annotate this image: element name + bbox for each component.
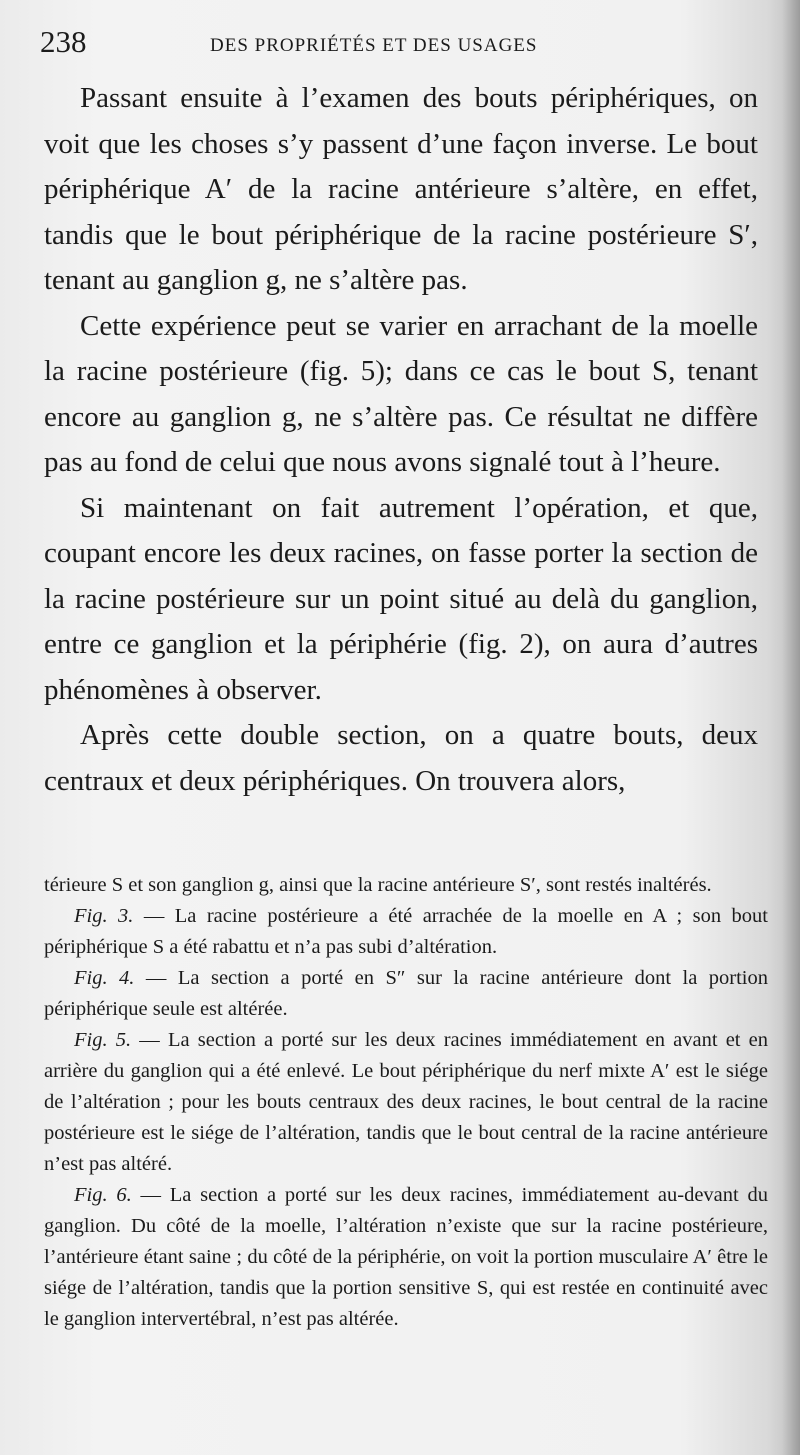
caption-fig-4 [44,963,768,1025]
caption-fig-4-text: — La section a porté en S″ sur la racine antérieure dont la portion périphérique seule est altérée. [44,967,768,1020]
caption-fig-5-label: Fig. 5. [74,1029,132,1051]
page-number: 238 [40,24,87,59]
caption-fig-5-text: — La section a porté sur les deux racines immédiatement en avant et en arrière du ganglion qui a été enlevé. Le bout périphérique du nerf mixte A′ est le siége de l’altération ; pour les bouts centraux des deux racines, le bout central de la racine postérieure est le siége de l’altération, tandis que le bout central de la racine antérieure n’est pas altéré. [44,1029,769,1175]
caption-fig-3-label: Fig. 3. [74,905,134,927]
running-head: DES PROPRIÉTÉS ET DES USAGES [210,35,538,56]
caption-continuation: térieure S et son ganglion g, ainsi que la racine antérieure S′, sont restés inaltérés. [44,874,712,896]
caption-fig-5 [44,1025,768,1180]
caption-fig-4-label: Fig. 4. [74,967,135,989]
caption-fig-6-text: — La section a porté sur les deux racines, immédiatement au-devant du ganglion. Du côté de la moelle, l’altération n’existe que sur la racine postérieure, l’antérieure étant saine ; du côté de la périphérie, on voit la portion musculaire A′ être le siége de l’altération, tandis que la portion sensitive S, qui est restée en continuité avec le ganglion intervertébral, n’est pas altérée. [44,1184,768,1330]
page-header [40,22,760,62]
page-edge-shadow [782,0,800,1455]
caption-fig-3 [44,901,768,963]
paragraph-3: Si maintenant on fait autrement l’opération, et que, coupant encore les deux racines, on fasse porter la section de la racine postérieure sur un point situé au delà du ganglion, entre ce ganglion et la périphérie (fig. 2), on aura d’autres phénomènes à observer. [44,491,758,706]
caption-fig-6 [44,1180,768,1335]
paragraph-4: Après cette double section, on a quatre bouts, deux centraux et deux périphériques. On trouvera alors, [44,719,758,797]
paragraph-2: Cette expérience peut se varier en arrachant de la moelle la racine postérieure (fig. 5); dans ce cas le bout S, tenant encore au ganglion g, ne s’altère pas. Ce résultat ne diffère pas au fond de celui que nous avons signalé tout à l’heure. [44,309,758,478]
caption-fig-3-text: — La racine postérieure a été arrachée de la moelle en A ; son bout périphérique S a été rabattu et n’a pas subi d’altération. [44,905,768,958]
main-text [44,76,758,804]
caption-fig-6-label: Fig. 6. [74,1184,132,1206]
paragraph-1: Passant ensuite à l’examen des bouts périphériques, on voit que les choses s’y passent d’une façon inverse. Le bout périphérique A′ de la racine antérieure s’altère, en effet, tandis que le bout périphérique de la racine postérieure S′, tenant au ganglion g, ne s’altère pas. [44,82,758,296]
figure-captions [44,870,768,1335]
